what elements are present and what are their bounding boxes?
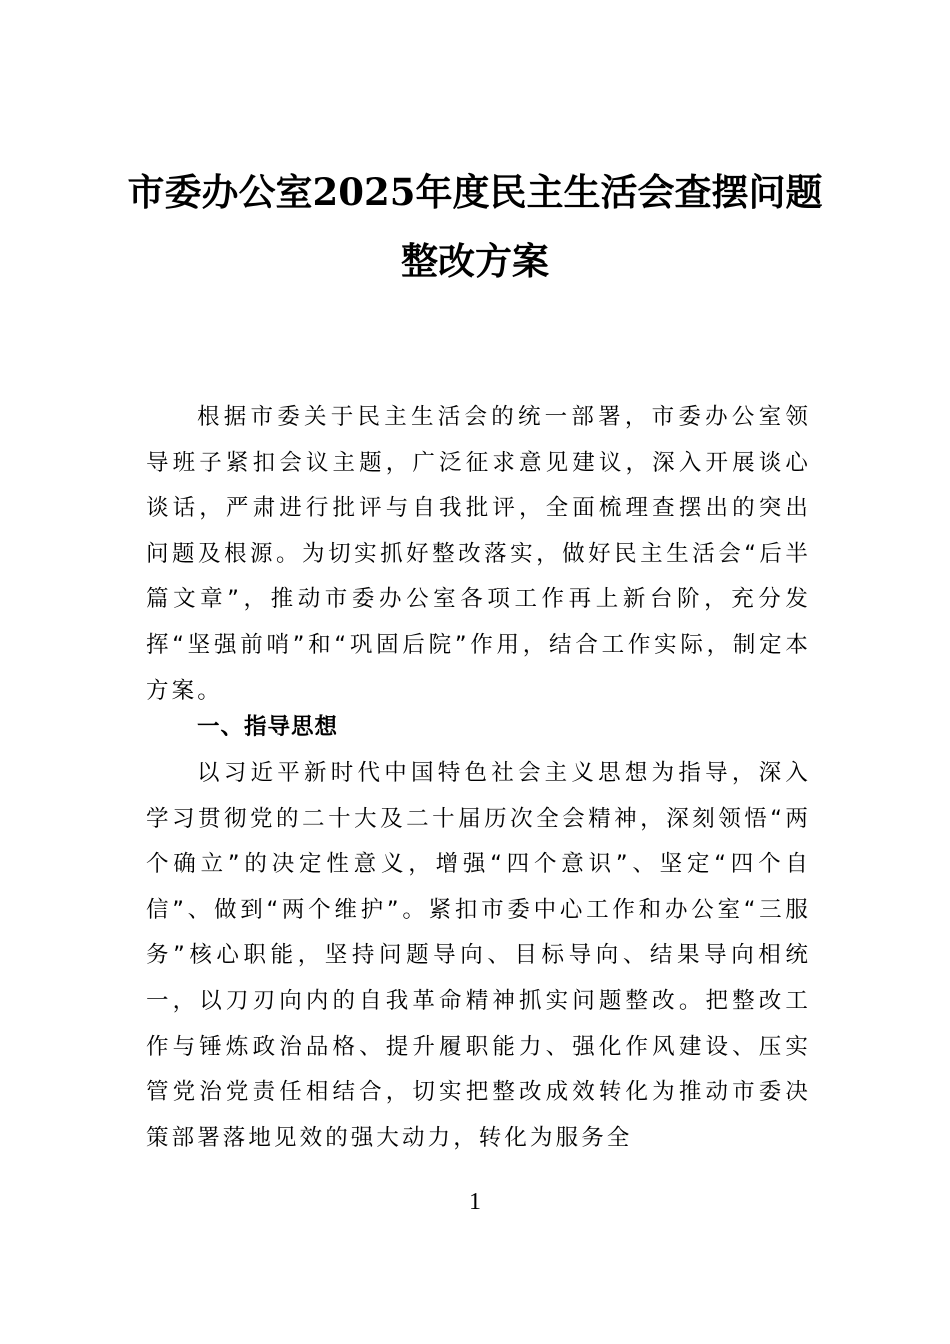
document-title-line-1: 市委办公室2025年度民主生活会查摆问题 bbox=[127, 170, 823, 214]
intro-paragraph: 根据市委关于民主生活会的统一部署，市委办公室领导班子紧扣会议主题，广泛征求意见建议，深入开展谈心谈话，严肃进行批评与自我批评，全面梳理查摆出的突出问题及根源。为切实抓好整改落实，做好民主生活会“后半篇文章”，推动市委办公室各项工作再上新台阶，充分发挥“坚强前哨”和“巩固后院”作用，结合工作实际，制定本方案。 bbox=[146, 404, 811, 704]
page-number: 1 bbox=[469, 1189, 481, 1215]
section-heading-guiding-ideology: 一、指导思想 bbox=[197, 714, 339, 740]
document-title-line-2: 整改方案 bbox=[401, 239, 549, 283]
guiding-ideology-paragraph: 以习近平新时代中国特色社会主义思想为指导，深入学习贯彻党的二十大及二十届历次全会精神，深刻领悟“两个确立”的决定性意义，增强“四个意识”、坚定“四个自信”、做到“两个维护”。紧扣市委中心工作和办公室“三服务”核心职能，坚持问题导向、目标导向、结果导向相统一，以刀刃向内的自我革命精神抓实问题整改。把整改工作与锤炼政治品格、提升履职能力、强化作风建设、压实管党治党责任相结合，切实把整改成效转化为推动市委决策部署落地见效的强大动力，转化为服务全 bbox=[146, 760, 811, 1151]
